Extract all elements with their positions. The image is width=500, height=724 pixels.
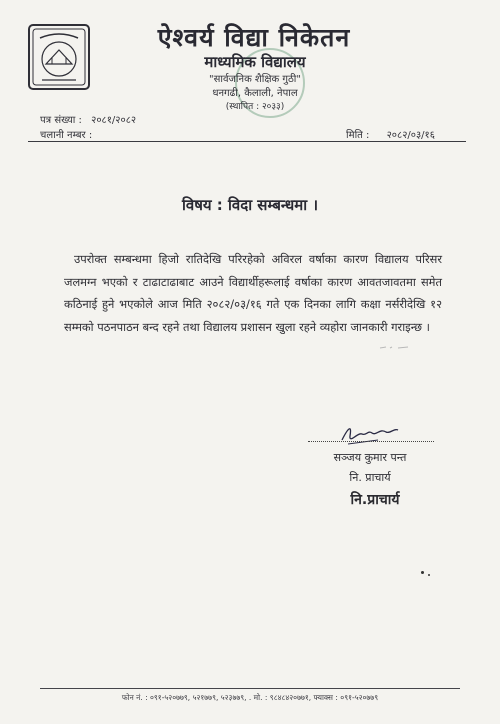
school-logo bbox=[28, 24, 90, 90]
ink-speck bbox=[428, 574, 430, 576]
school-name: ऐश्वर्य विद्या निकेतन bbox=[157, 23, 351, 52]
school-tagline: "सार्वजनिक शैक्षिक गुठी" bbox=[209, 74, 301, 85]
signature-image bbox=[338, 418, 400, 450]
school-address: धनगढी, कैलाली, नेपाल bbox=[212, 88, 298, 99]
letter-number-value: २०८१/२०८२ bbox=[91, 115, 137, 126]
ink-speck bbox=[421, 571, 424, 574]
letter-number-label: पत्र संख्या : bbox=[40, 115, 82, 126]
footer-contact: फोन नं. : ०९१-५२०७७९, ५२१७७९, ५२३७७९, . मो. : ९८४८४२०७७१, फ्याक्स : ०९१-५२०७७९ bbox=[121, 693, 379, 702]
date-value: २०८२/०३/१६ bbox=[386, 130, 435, 141]
footer-divider bbox=[40, 688, 460, 689]
school-established: (स्थापित : २०३३) bbox=[225, 102, 285, 112]
subject-line: विषय : विदा सम्बन्धमा । bbox=[181, 196, 319, 214]
pencil-mark bbox=[378, 343, 418, 351]
date-label: मिति : bbox=[346, 130, 370, 141]
school-type: माध्यमिक विद्यालय bbox=[204, 53, 306, 71]
letter-date bbox=[346, 127, 435, 141]
header-divider bbox=[28, 141, 466, 142]
dispatch-number bbox=[40, 127, 101, 141]
designation-stamp: नि.प्राचार्य bbox=[350, 492, 400, 508]
dispatch-number-label: चलानी नम्बर : bbox=[40, 130, 93, 141]
notice-body: उपरोक्त सम्बन्धमा हिजो रातिदेखि परिरहेको अविरल वर्षाका कारण विद्यालय परिसर जलमग्न भएको र टाढाटाढाबाट आउने विद्यार्थीहरूलाई वर्षाका कारण आवतजावतमा समेत कठिनाई हुने भएकोले आज मिति २०८२/०३/१६ गते एक दिनका लागि कक्षा नर्सरीदेखि १२ सम्मको पठनपाठन बन्द रहने तथा विद्यालय प्रशासन खुला रहने व्यहोरा जानकारी गराइन्छ । bbox=[64, 252, 442, 334]
letter-number bbox=[40, 112, 136, 126]
signature-line bbox=[308, 441, 434, 442]
signer-name: सञ्जय कुमार पन्त bbox=[333, 451, 407, 464]
signer-title: नि. प्राचार्य bbox=[349, 471, 391, 484]
